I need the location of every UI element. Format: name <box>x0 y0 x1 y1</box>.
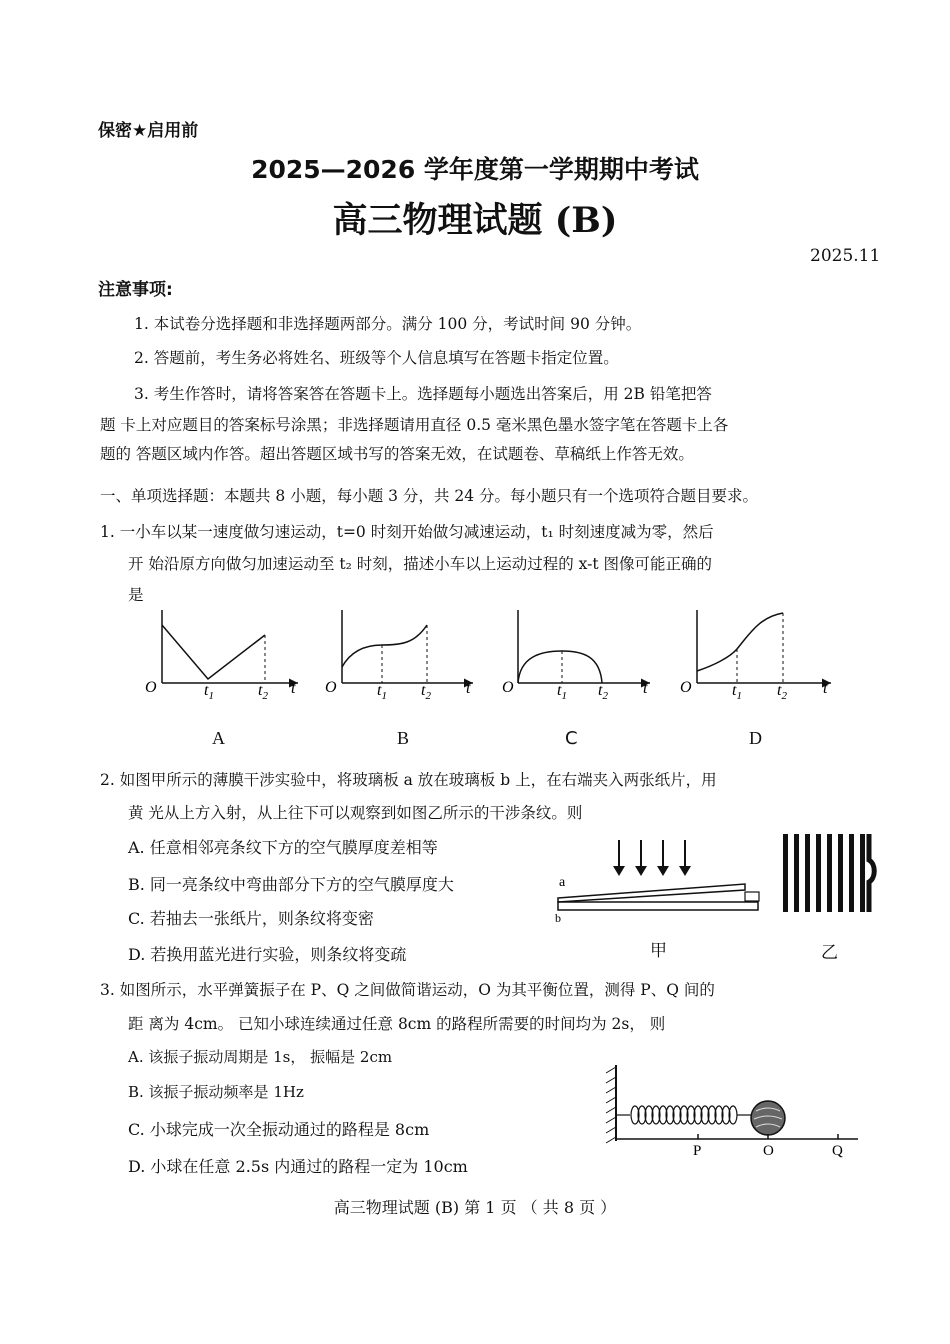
graph-label-b: B <box>397 728 410 748</box>
graph-d-t1-sub: 1 <box>736 690 742 702</box>
notice-line-4: 题 卡上对应题目的答案标号涂黑；非选择题请用直径 0.5 毫米黑色墨水签字笔在答题卡上各 <box>100 416 729 434</box>
graph-b-t1: t <box>377 682 382 699</box>
graph-d-taxis: t <box>823 680 828 697</box>
graph-a-t2-sub: 2 <box>262 690 268 702</box>
exam-title: 2025—2026 学年度第一学期期中考试 <box>251 155 699 184</box>
svg-text:t2 <box>598 682 608 702</box>
q2-option-d: D. 若换用蓝光进行实验，则条纹将变疏 <box>128 945 407 964</box>
svg-text:t2 <box>777 682 787 702</box>
graph-c-t1: t <box>557 682 562 699</box>
graph-a-origin: O <box>145 679 157 696</box>
q2-line-1: 2. 如图甲所示的薄膜干涉实验中，将玻璃板 a 放在玻璃板 b 上，在右端夹入两张纸片，用 <box>100 771 717 789</box>
graph-d <box>680 610 831 702</box>
graph-c-origin: O <box>502 679 514 696</box>
graph-a-curve <box>162 625 265 679</box>
svg-text:t2 <box>258 682 268 702</box>
spring <box>616 1106 752 1124</box>
svg-text:t1 <box>557 682 567 702</box>
plate-a-label: a <box>559 875 566 890</box>
graph-a <box>145 610 298 702</box>
svg-text:t1 <box>204 682 214 702</box>
point-o-label: O <box>763 1143 774 1159</box>
graph-b-t2-sub: 2 <box>425 690 431 702</box>
page-footer: 高三物理试题 (B) 第 1 页 （ 共 8 页 ） <box>333 1198 617 1217</box>
svg-text:t2 <box>421 682 431 702</box>
svg-text:t1 <box>732 682 742 702</box>
graph-a-t1: t <box>204 682 209 699</box>
exam-date: 2025.11 <box>810 246 881 266</box>
graph-d-t2: t <box>777 682 782 699</box>
paper-slips <box>745 892 759 901</box>
graph-b-t2: t <box>421 682 426 699</box>
graph-c-t2: t <box>598 682 603 699</box>
graph-label-a: A <box>212 728 225 748</box>
graph-d-origin: O <box>680 679 692 696</box>
figure-jia-caption: 甲 <box>650 941 667 961</box>
figure-yi-caption: 乙 <box>821 943 838 963</box>
graph-d-curve <box>697 613 783 671</box>
graph-a-t2: t <box>258 682 263 699</box>
paper-title: 高三物理试题 (B) <box>332 200 618 241</box>
graph-d-t1: t <box>732 682 737 699</box>
svg-text:t1 <box>377 682 387 702</box>
q3-option-b: B. 该振子振动频率是 1Hz <box>128 1083 304 1101</box>
q1-graphs <box>140 605 840 715</box>
light-arrows <box>613 840 691 876</box>
q3-line-1: 3. 如图所示，水平弹簧振子在 P、Q 之间做简谐运动，O 为其平衡位置，测得 P、Q 间的 <box>100 981 715 999</box>
graph-c-taxis: t <box>643 680 648 697</box>
q3-option-d: D. 小球在任意 2.5s 内通过的路程一定为 10cm <box>128 1157 468 1176</box>
graph-c-curve <box>518 651 602 683</box>
q3-spring-figure <box>600 1063 862 1163</box>
glass-plate-a <box>558 884 745 902</box>
q1-line-3: 是 <box>128 586 144 604</box>
notice-line-1: 1. 本试卷分选择题和非选择题两部分。满分 100 分，考试时间 90 分钟。 <box>134 315 642 333</box>
notice-line-3: 3. 考生作答时，请将答案答在答题卡上。选择题每小题选出答案后，用 2B 铅笔把答 <box>134 385 712 403</box>
q2-figure-yi <box>780 834 880 914</box>
notice-line-2: 2. 答题前，考生务必将姓名、班级等个人信息填写在答题卡指定位置。 <box>134 349 619 367</box>
q1-line-1: 1. 一小车以某一速度做匀速运动，t=0 时刻开始做匀减速运动，t₁ 时刻速度减为零，然后 <box>100 523 714 541</box>
graph-label-c: C <box>565 728 578 749</box>
graph-c-t1-sub: 1 <box>561 690 567 702</box>
graph-a-taxis: t <box>291 680 296 697</box>
q2-figure-jia <box>553 836 768 926</box>
q3-option-c: C. 小球完成一次全振动通过的路程是 8cm <box>128 1120 430 1139</box>
glass-plate-b <box>558 902 758 910</box>
q2-line-2: 黄 光从上方入射，从上往下可以观察到如图乙所示的干涉条纹。则 <box>128 804 583 822</box>
graph-a-t1-sub: 1 <box>208 690 214 702</box>
q2-option-c: C. 若抽去一张纸片，则条纹将变密 <box>128 909 374 928</box>
q1-line-2: 开 始沿原方向做匀加速运动至 t₂ 时刻，描述小车以上运动过程的 x-t 图像可能正确的 <box>128 555 713 573</box>
plate-b-label: b <box>555 911 561 925</box>
notice-line-5: 题的 答题区域内作答。超出答题区域书写的答案无效，在试题卷、草稿纸上作答无效。 <box>100 445 694 463</box>
point-p-label: P <box>693 1143 702 1159</box>
q3-option-a: A. 该振子振动周期是 1s， 振幅是 2cm <box>128 1048 393 1066</box>
notice-heading: 注意事项: <box>98 280 173 300</box>
graph-b <box>325 610 473 702</box>
graph-d-t2-sub: 2 <box>781 690 787 702</box>
q2-option-b: B. 同一亮条纹中弯曲部分下方的空气膜厚度大 <box>128 875 454 894</box>
graph-label-d: D <box>749 728 762 748</box>
q2-option-a: A. 任意相邻亮条纹下方的空气膜厚度差相等 <box>128 838 438 857</box>
graph-b-curve <box>342 625 427 667</box>
graph-b-t1-sub: 1 <box>381 690 387 702</box>
q3-line-2: 距 离为 4cm。 已知小球连续通过任意 8cm 的路程所需要的时间均为 2s， 则 <box>128 1015 666 1033</box>
graph-c-t2-sub: 2 <box>602 690 608 702</box>
point-q-label: Q <box>832 1143 843 1159</box>
graph-c <box>502 610 650 702</box>
confidential-mark: 保密★启用前 <box>98 121 199 141</box>
graph-b-taxis: t <box>466 680 471 697</box>
section-heading: 一、单项选择题：本题共 8 小题，每小题 3 分，共 24 分。每小题只有一个选项符合题目要求。 <box>100 487 759 505</box>
graph-b-origin: O <box>325 679 337 696</box>
